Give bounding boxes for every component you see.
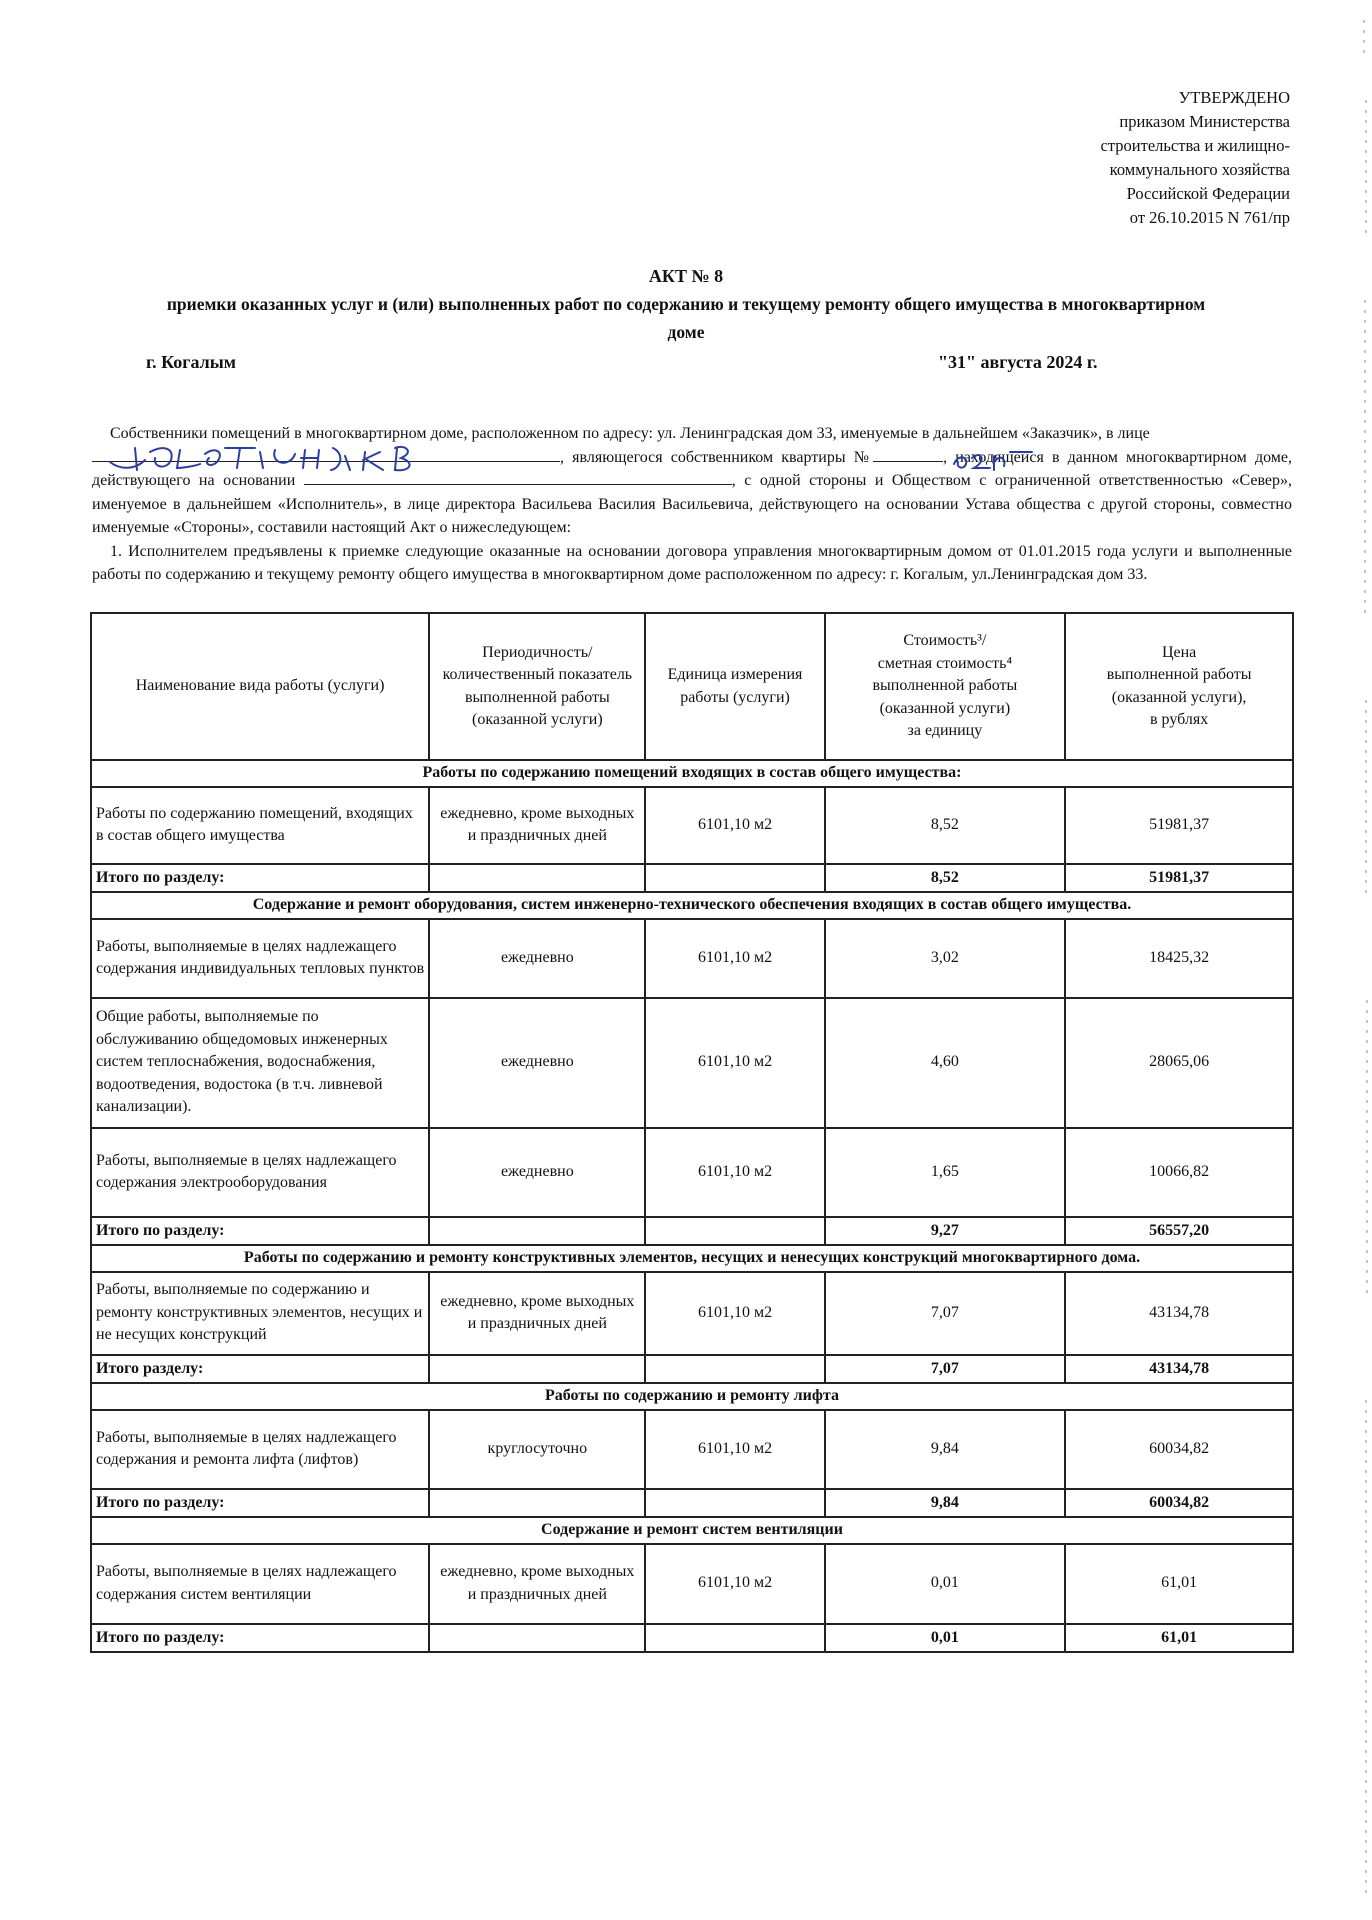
cell-name: Работы, выполняемые по содержанию и ремонту конструктивных элементов, несущих и не несущих конструкций — [91, 1272, 429, 1355]
total-empty — [429, 1489, 645, 1518]
cell-name: Работы, выполняемые в целях надлежащего содержания электрооборудования — [91, 1128, 429, 1217]
intro-part-c: , находящейся в данном многоквартирном доме, действующего на основании — [92, 448, 1293, 489]
header-price-line: Цена — [1161, 643, 1197, 661]
header-cost — [825, 613, 1066, 760]
section-title: Работы по содержанию и ремонту лифта — [91, 1383, 1293, 1410]
subtitle-line-2: доме — [667, 322, 705, 342]
section-title: Содержание и ремонт систем вентиляции — [91, 1517, 1293, 1544]
approval-line: от 26.10.2015 N 761/пр — [1129, 208, 1290, 227]
cell-name: Работы, выполняемые в целях надлежащего содержания индивидуальных тепловых пунктов — [91, 919, 429, 998]
approval-line: приказом Министерства — [1119, 112, 1290, 131]
cell-unit: 6101,10 м2 — [645, 1410, 824, 1489]
table-row — [91, 1272, 1293, 1355]
cell-cost: 8,52 — [825, 787, 1066, 864]
table-row — [91, 787, 1293, 864]
section-total-row — [91, 1355, 1293, 1384]
cell-name: Работы по содержанию помещений, входящих в состав общего имущества — [91, 787, 429, 864]
total-empty — [645, 1217, 824, 1246]
apartment-number-handwriting — [944, 446, 1044, 472]
section-title-row — [91, 760, 1293, 787]
header-periodicity: Периодичность/ количественный показатель выполненной работы (оказанной услуги) — [429, 613, 645, 760]
handwritten-signature — [105, 440, 505, 476]
cell-unit: 6101,10 м2 — [645, 1544, 824, 1624]
cell-price: 61,01 — [1065, 1544, 1293, 1624]
cell-price: 60034,82 — [1065, 1410, 1293, 1489]
total-cost: 9,27 — [825, 1217, 1066, 1246]
cell-unit: 6101,10 м2 — [645, 1128, 824, 1217]
cell-price: 28065,06 — [1065, 998, 1293, 1128]
section-total-row — [91, 1624, 1293, 1653]
signature-icon — [105, 440, 505, 476]
header-price-line: выполненной работы — [1106, 666, 1252, 683]
cell-price: 18425,32 — [1065, 919, 1293, 998]
section-total-row — [91, 1489, 1293, 1518]
document-city: г. Когалым — [146, 352, 237, 372]
header-cost-line: за единицу — [907, 722, 983, 740]
apartment-number-blank — [873, 446, 943, 462]
cell-cost: 9,84 — [825, 1410, 1066, 1489]
header-cost-line: выполненной работы — [872, 677, 1018, 695]
section-title: Работы по содержанию и ремонту конструктивных элементов, несущих и ненесущих конструкций многоквартирного дома. — [91, 1245, 1293, 1272]
section-title-row — [91, 1383, 1293, 1410]
table-row — [91, 1544, 1293, 1624]
total-empty — [645, 1489, 824, 1518]
section-total-row — [91, 1217, 1293, 1246]
total-label: Итого по разделу: — [91, 864, 429, 893]
cell-price: 10066,82 — [1065, 1128, 1293, 1217]
total-cost: 7,07 — [825, 1355, 1066, 1384]
total-cost: 9,84 — [825, 1489, 1066, 1518]
cell-cost: 7,07 — [825, 1272, 1066, 1355]
works-table — [90, 612, 1294, 1653]
cell-unit: 6101,10 м2 — [645, 1272, 824, 1355]
table-row — [91, 998, 1293, 1128]
header-cost-line: Стоимость³/ — [903, 632, 987, 650]
cell-cost: 0,01 — [825, 1544, 1066, 1624]
cell-periodicity: ежедневно, кроме выходных и праздничных дней — [429, 787, 645, 864]
total-empty — [645, 1355, 824, 1384]
cell-name: Работы, выполняемые в целях надлежащего содержания систем вентиляции — [91, 1544, 429, 1624]
cell-periodicity: ежедневно — [429, 919, 645, 998]
cell-price: 43134,78 — [1065, 1272, 1293, 1355]
total-price: 51981,37 — [1065, 864, 1293, 893]
total-empty — [429, 1355, 645, 1384]
cell-unit: 6101,10 м2 — [645, 919, 824, 998]
cell-cost: 3,02 — [825, 919, 1066, 998]
total-empty — [429, 1217, 645, 1246]
approval-line: УТВЕРЖДЕНО — [1178, 88, 1290, 107]
header-cost-line: сметная стоимость⁴ — [877, 654, 1013, 672]
section-title: Содержание и ремонт оборудования, систем инженерно-технического обеспечения входящих в состав общего имущества. — [91, 892, 1293, 919]
section-total-row — [91, 864, 1293, 893]
total-empty — [645, 864, 824, 893]
intro-paragraph-2 — [92, 540, 1292, 587]
cell-unit: 6101,10 м2 — [645, 787, 824, 864]
total-empty — [429, 1624, 645, 1653]
cell-price: 51981,37 — [1065, 787, 1293, 864]
document-date: "31" августа 2024 г. — [938, 352, 1098, 372]
cell-periodicity: ежедневно — [429, 1128, 645, 1217]
cell-periodicity: круглосуточно — [429, 1410, 645, 1489]
total-cost: 0,01 — [825, 1624, 1066, 1653]
table-row — [91, 919, 1293, 998]
section-title-row — [91, 1245, 1293, 1272]
cell-name: Общие работы, выполняемые по обслуживанию общедомовых инженерных систем теплоснабжения, водоснабжения, водоотведения, водостока (в т.ч. ливневой канализации). — [91, 998, 429, 1128]
cell-periodicity: ежедневно, кроме выходных и праздничных дней — [429, 1272, 645, 1355]
section-title: Работы по содержанию помещений входящих в состав общего имущества: — [91, 760, 1293, 787]
total-label: Итого разделу: — [91, 1355, 429, 1384]
total-label: Итого по разделу: — [91, 1217, 429, 1246]
header-unit: Единица измерения работы (услуги) — [645, 613, 824, 760]
scan-edge-marks — [1342, 0, 1372, 1920]
total-label: Итого по разделу: — [91, 1624, 429, 1653]
approval-line: коммунального хозяйства — [1109, 160, 1290, 179]
document-title: АКТ № 8 — [648, 266, 724, 286]
intro-part-a: Собственники помещений в многоквартирном доме, расположенном по адресу: ул. Ленинградская дом 33, именуемые в дальнейшем «Заказчик», в лице — [110, 425, 1150, 442]
approval-line: Российской Федерации — [1126, 184, 1290, 203]
intro-part-d: , с одной стороны и Обществом с ограниченной ответственностью «Север», именуемое в дальнейшем «Исполнитель», в лице директора Васильева Василия Васильевича, действующего на основании Устава общества с другой стороны, совместно именуемые «Стороны», составили настоящий Акт о нижеследующем: — [92, 472, 1293, 536]
total-price: 56557,20 — [1065, 1217, 1293, 1246]
table-header-row — [91, 613, 1293, 760]
header-cost-line: (оказанной услуги) — [879, 699, 1011, 717]
document-subtitle — [80, 290, 1292, 346]
intro-paragraph-2-text: 1. Исполнителем предъявлены к приемке следующие оказанные на основании договора управления многоквартирным домом от 01.01.2015 года услуги и выполненные работы по содержанию и текущему ремонту общего имущества в многоквартирном доме расположенном по адресу: г. Когалым, ул.Ленинградская дом 33. — [92, 542, 1292, 583]
total-cost: 8,52 — [825, 864, 1066, 893]
subtitle-line-1: приемки оказанных услуг и (или) выполненных работ по содержанию и текущему ремонту общего имущества в многоквартирном — [166, 294, 1206, 314]
total-empty — [429, 864, 645, 893]
cell-name: Работы, выполняемые в целях надлежащего содержания и ремонта лифта (лифтов) — [91, 1410, 429, 1489]
approval-line: строительства и жилищно- — [1100, 136, 1290, 155]
total-price: 60034,82 — [1065, 1489, 1293, 1518]
header-price-line: в рублях — [1150, 711, 1209, 728]
section-title-row — [91, 892, 1293, 919]
cell-periodicity: ежедневно — [429, 998, 645, 1128]
total-price: 61,01 — [1065, 1624, 1293, 1653]
intro-part-b: , являющегося собственником квартиры № — [560, 448, 874, 466]
total-empty — [645, 1624, 824, 1653]
handwritten-number-icon — [944, 446, 1044, 472]
total-label: Итого по разделу: — [91, 1489, 429, 1518]
approval-stamp-block — [1101, 86, 1290, 230]
cell-unit: 6101,10 м2 — [645, 998, 824, 1128]
total-price: 43134,78 — [1065, 1355, 1293, 1384]
cell-cost: 1,65 — [825, 1128, 1066, 1217]
header-name: Наименование вида работы (услуги) — [91, 613, 429, 760]
header-price — [1065, 613, 1293, 760]
cell-cost: 4,60 — [825, 998, 1066, 1128]
header-price-line: (оказанной услуги), — [1111, 688, 1247, 706]
cell-periodicity: ежедневно, кроме выходных и праздничных дней — [429, 1544, 645, 1624]
table-row — [91, 1128, 1293, 1217]
table-row — [91, 1410, 1293, 1489]
section-title-row — [91, 1517, 1293, 1544]
